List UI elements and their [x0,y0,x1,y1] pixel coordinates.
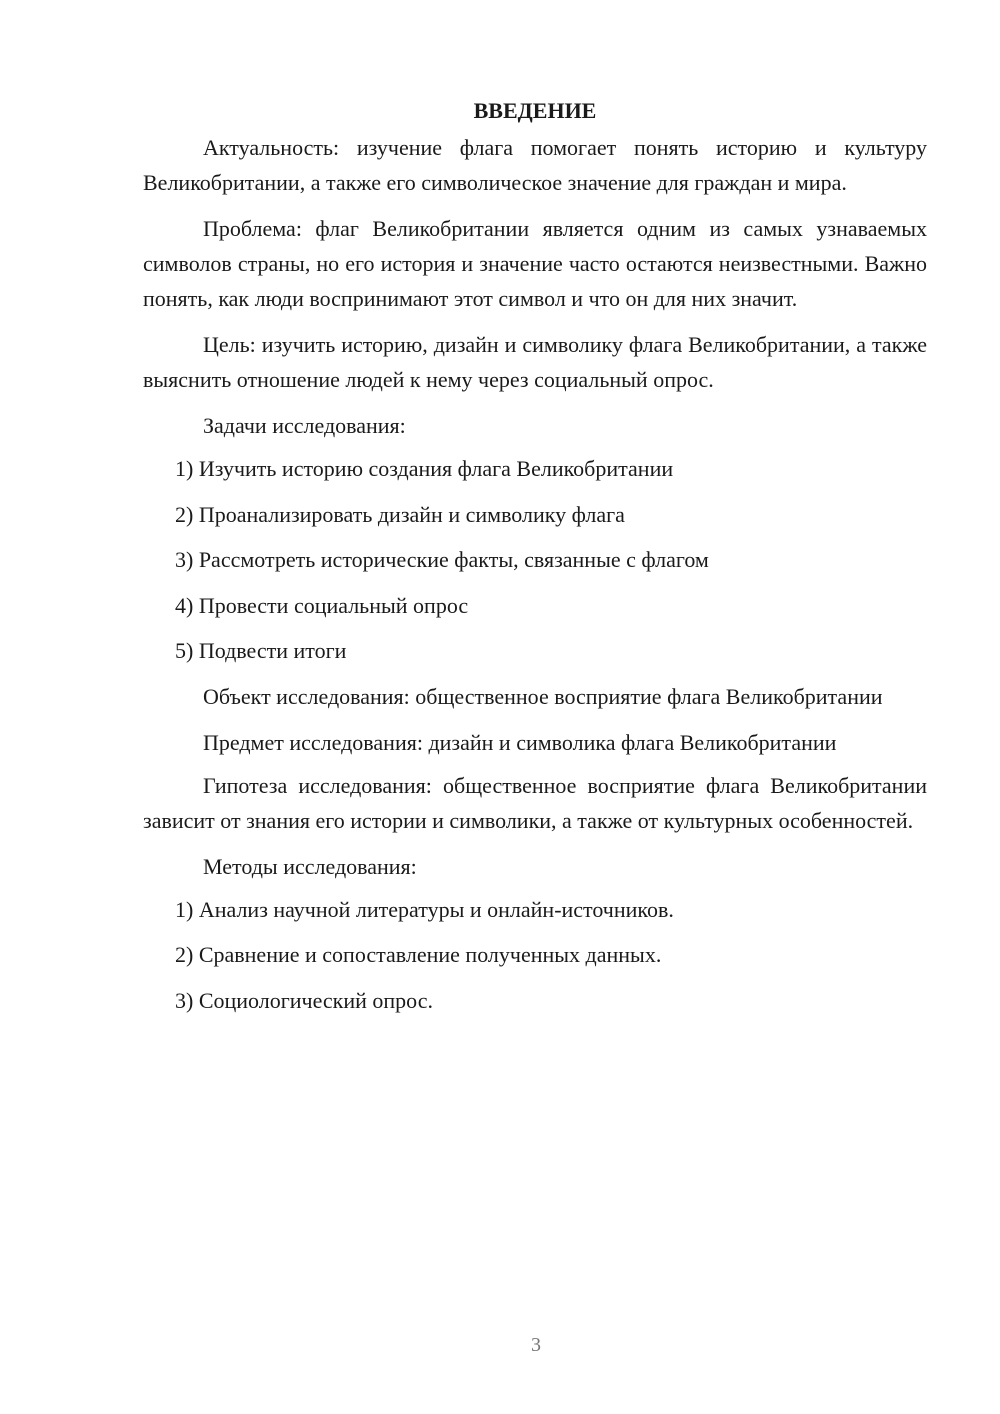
method-item: 3) Социологический опрос. [175,987,433,1013]
object-paragraph: Объект исследования: общественное восприятие флага Великобритании [203,683,883,709]
page-content [143,96,927,1028]
task-item: 4) Провести социальный опрос [175,592,469,618]
page-number: 3 [531,1334,541,1356]
subject-paragraph: Предмет исследования: дизайн и символика флага Великобритании [203,729,837,755]
problem-paragraph: Проблема: флаг Великобритании является одним из самых узнаваемых символов страны, но его история и значение часто остаются неизвестными. Важно понять, как люди воспринимают этот символ и что он для них значит. [143,216,927,311]
tasks-heading: Задачи исследования: [203,413,406,438]
methods-heading: Методы исследования: [203,853,417,879]
task-item: 5) Подвести итоги [175,638,347,663]
hypothesis-paragraph: Гипотеза исследования: общественное восприятие флага Великобритании зависит от знания его истории и символики, а также от культурных особенностей. [143,772,927,833]
task-item: 1) Изучить историю создания флага Великобритании [175,456,674,481]
method-item: 2) Сравнение и сопоставление полученных данных. [175,942,662,967]
task-item: 3) Рассмотреть исторические факты, связанные с флагом [175,547,709,572]
method-item: 1) Анализ научной литературы и онлайн-источников. [175,896,674,922]
goal-paragraph: Цель: изучить историю, дизайн и символику флага Великобритании, а также выяснить отношение людей к нему через социальный опрос. [143,332,927,392]
task-item: 2) Проанализировать дизайн и символику флага [175,501,625,527]
relevance-paragraph: Актуальность: изучение флага помогает понять историю и культуру Великобритании, а также его символическое значение для граждан и мира. [143,135,927,195]
page-title: ВВЕДЕНИЕ [473,98,597,123]
